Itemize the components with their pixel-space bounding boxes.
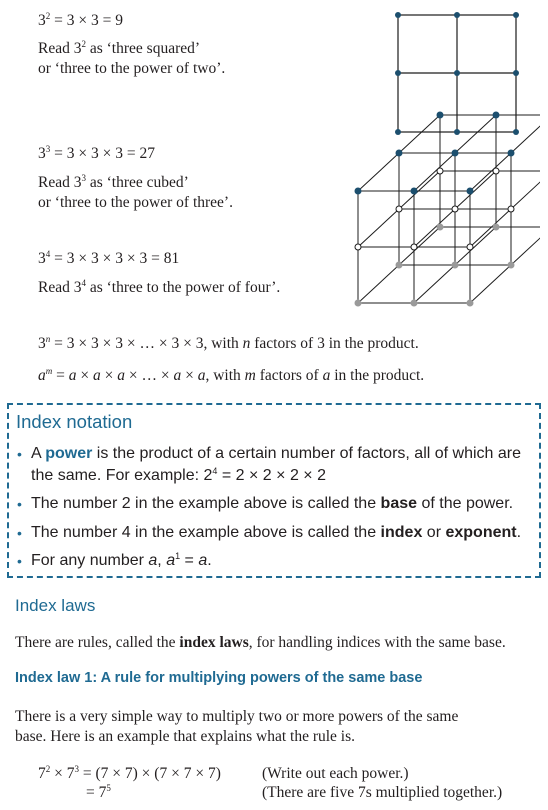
- cube-node: [411, 244, 417, 250]
- working-line2: = $7^5$: [86, 783, 111, 801]
- example-squared-read-line2: or ‘three to the power of two’.: [38, 60, 226, 77]
- general-form-3n: $3^n = 3 \times 3 \times 3$ × … × 3 × 3, with n factors of 3 in the product.: [38, 334, 419, 352]
- working-note1: (Write out each power.): [262, 765, 409, 782]
- bullet-dot-icon: •: [17, 553, 22, 569]
- cube-node: [437, 224, 443, 230]
- cube-figure: [355, 112, 540, 306]
- bullet-text: A power is the product of a certain number of factors, all of which are: [31, 445, 522, 462]
- cube-node: [452, 206, 458, 212]
- bullet-text: the same. For example: $2^4 = 2 \times 2 \times 2 \times 2$: [31, 466, 326, 484]
- cube-node: [493, 112, 499, 118]
- cube-node: [467, 300, 473, 306]
- example-cubed-read-line1: Read $3^3$ as ‘three cubed’: [38, 173, 189, 191]
- bullet-dot-icon: •: [17, 446, 22, 462]
- index-laws-intro: There are rules, called the index laws, for handling indices with the same base.: [15, 634, 506, 651]
- general-form-am: $a^m = a \times a \times a$ × … × a × a, with m factors of a in the product.: [38, 366, 425, 384]
- cube-node: [355, 188, 361, 194]
- cube-node: [396, 206, 402, 212]
- cube-node: [411, 300, 417, 306]
- example-squared-read-line1: Read $3^2$ as ‘three squared’: [38, 39, 201, 57]
- bullet-text: The number 2 in the example above is called the base of the power.: [31, 495, 514, 512]
- cube-node: [467, 244, 473, 250]
- index-notation-title: Index notation: [16, 411, 133, 432]
- cube-node: [437, 112, 443, 118]
- law1-text-line1: There is a very simple way to multiply two or more powers of the same: [15, 708, 459, 725]
- index-laws-heading: Index laws: [15, 596, 96, 615]
- example-squared-equation: $3^2 = 3 \times 3 = 9$: [38, 11, 123, 29]
- grid-and-cube-figure: [340, 0, 540, 320]
- law1-text-line2: base. Here is an example that explains what the rule is.: [15, 728, 356, 745]
- bullet-text: The number 4 in the example above is called the index or exponent.: [31, 524, 522, 541]
- index-notation-box: [7, 403, 541, 578]
- cube-node: [396, 262, 402, 268]
- example-cubed-read-line2: or ‘three to the power of three’.: [38, 194, 233, 211]
- example-fourth-read: Read $3^4$ as ‘three to the power of four’.: [38, 278, 281, 296]
- cube-node: [452, 262, 458, 268]
- example-fourth-equation: $3^4 = 3 \times 3 \times 3 \times 3 = 81$: [38, 249, 180, 267]
- working-line1: $7^2 \times 7^3 = (7 \times 7) \times (7 \times 7 \times 7)$: [38, 764, 221, 782]
- cube-node: [493, 224, 499, 230]
- cube-node: [355, 244, 361, 250]
- cube-node: [508, 150, 514, 156]
- cube-node: [355, 300, 361, 306]
- cube-node: [411, 188, 417, 194]
- cube-node: [467, 188, 473, 194]
- cube-node: [493, 168, 499, 174]
- bullet-text: For any number a, $a^1 = a$.: [31, 551, 212, 569]
- bullet-dot-icon: •: [17, 525, 22, 541]
- cube-node: [437, 168, 443, 174]
- cube-node: [452, 150, 458, 156]
- working-note2: (There are five 7s multiplied together.): [262, 784, 503, 801]
- cube-node: [508, 262, 514, 268]
- bullet-dot-icon: •: [17, 496, 22, 512]
- cube-node: [508, 206, 514, 212]
- index-law-1-heading: Index law 1: A rule for multiplying powers of the same base: [15, 670, 423, 686]
- cube-node: [396, 150, 402, 156]
- example-cubed-equation: $3^3 = 3 \times 3 \times 3 = 27$: [38, 144, 155, 162]
